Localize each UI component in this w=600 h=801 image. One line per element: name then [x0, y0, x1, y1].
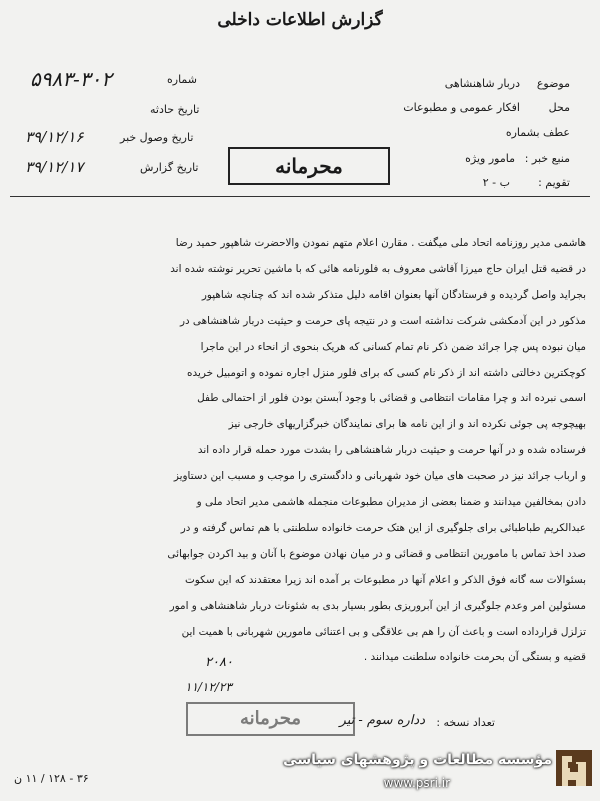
location-label: محل — [548, 101, 570, 114]
event-date-label: تاریخ حادثه — [150, 103, 200, 116]
location-value: افکار عمومی و مطبوعات — [403, 101, 520, 114]
body-line: مسئولین امر وعدم جلوگیری از این آبروریزی بطور بسیار بدی به شئونات دربار شاهنشاهی و امور — [169, 599, 586, 612]
report-title: گزارش اطلاعات داخلی — [217, 10, 383, 30]
reference-label: عطف بشماره — [505, 126, 570, 139]
body-line: فرستاده شده و در آنها حرمت و حیثیت دربار شاهنشاهی را بشدت مورد حمله قرار داده اند — [197, 444, 586, 457]
source-value: مامور ویژه — [465, 152, 515, 165]
body-line: بسئوالات سه گانه فوق الذکر و اعلام آنها در مطبوعات بر آمده اند زیرا معتقدند که این سکوت — [184, 573, 586, 586]
receipt-date-value: ۳۹/۱۲/۱۶ — [25, 128, 84, 146]
number-value: ۵۹۸۳-۳۰۲ — [30, 67, 112, 91]
number-label: شماره — [167, 73, 198, 86]
handwritten-date: ۱۱/۱۲/۲۳ — [185, 680, 232, 694]
body-line: تزلزل قرارداده است و باعث آن را هم بی علاقگی و بی اعتنائی مامورین شهربانی با همیت این — [181, 625, 586, 638]
body-line: کوچکترین دخالتی داشته اند از ذکر نام کسی که برای فلور منزل اجاره نموده و اتومبیل خریده — [187, 366, 586, 379]
body-line: و ارباب جرائد نیز در صحبت های میان خود شهربانی و دادگستری را موجب و مسبب این دستاویز — [173, 470, 586, 483]
body-line: بجراید واصل گردیده و فرستادگان آنها بعنوان اقامه دلیل متذکر شده اند که چنانچه شاهپور — [201, 288, 586, 301]
confidential-stamp-faded: محرمانه — [186, 702, 355, 736]
body-line: اسمی نبرده اند و چرا مقامات انتظامی و قضائی با وجود آبستن بودن فلور از احتمالی طفل — [197, 392, 586, 405]
watermark-url: www.psri.ir — [383, 776, 450, 790]
rating-label: تقویم : — [538, 176, 570, 189]
receipt-date-label: تاریخ وصول خبر — [120, 131, 194, 144]
report-date-value: ۳۹/۱۲/۱۷ — [25, 158, 84, 176]
header-divider — [10, 196, 590, 197]
copies-handwritten: دداره سوم - تیر — [339, 713, 425, 728]
body-line: در قضیه قتل ایران حاج میرزا آقاشی معروف به فلورنامه هائی که با ماشین تحریر نوشته شده اند — [170, 262, 586, 275]
body-line: قضیه و بستگی آن بحرمت خانواده سلطنت میدانند . — [363, 651, 586, 664]
body-line: صدد اخذ تماس با مامورین انتظامی و قضائی و در میان نهادن موضوع با آنان و بید اکردن جوابهائی — [167, 547, 586, 560]
body-line: عبدالکریم طباطبائی برای جلوگیری از این هتک حرمت خانواده سلطنتی با هم تماس گرفته و در — [180, 521, 586, 534]
institute-logo-icon — [556, 750, 592, 786]
rating-value: ب - ۲ — [482, 176, 510, 189]
handwritten-annotation: ۲۰۸۰ — [205, 655, 233, 670]
body-line: میان نبوده پس چرا جرائد ضمن ذکر نام تمام کسانی که هریک بنحوی از انحاء در این ماجرا — [200, 340, 586, 353]
subject-value: دربار شاهنشاهی — [444, 77, 520, 90]
source-label: منبع خبر : — [524, 152, 570, 165]
confidential-stamp: محرمانه — [228, 147, 390, 185]
body-line: مذکور در این آدمکشی شرکت نداشته است و در نتیجه پای حرمت و حیثیت دربار شاهنشاهی در — [179, 314, 586, 327]
subject-label: موضوع — [536, 77, 570, 90]
watermark-text: مؤسسه مطالعات و پژوهشهای سیاسی — [283, 752, 552, 768]
copies-label: تعداد نسخه : — [436, 716, 495, 729]
body-line: هاشمی مدیر روزنامه اتحاد ملی میگفت . مقارن اعلام متهم نمودن والاحضرت شاهپور حمید رضا — [175, 237, 586, 249]
form-code: ۳۶ - ۱۲۸ / ۱۱ ن — [14, 772, 89, 785]
body-line: بهیچوجه پی جوئی نکرده اند و از این نامه ها برای نمایندگان خبرگزاریهای خارجی نیز — [228, 418, 586, 431]
body-line: دادن بمخالفین میدانند و ضمنا بعضی از مدیران مطبوعات منجمله هاشمی مدیر اتحاد ملی و — [196, 496, 586, 508]
report-date-label: تاریخ گزارش — [140, 161, 199, 174]
